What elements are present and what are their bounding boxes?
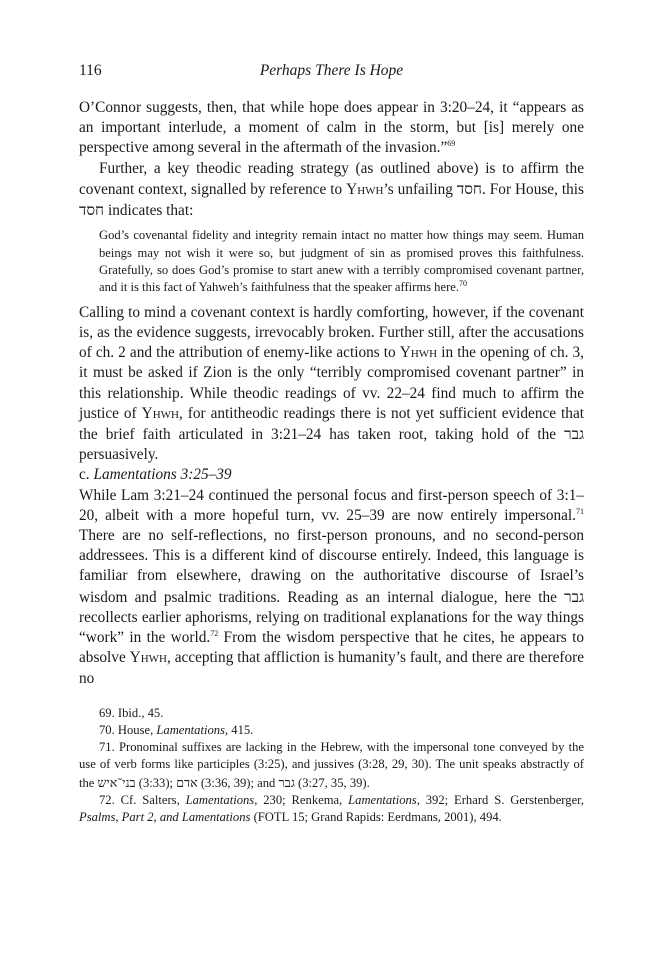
footnote-71: 71. Pronominal suffixes are lacking in the Hebrew, with the impersonal tone conveyed by the use of verb forms like participles (3:25), and jussives (3:28, 29, 30). The unit speaks abstractly of the בני־איש (3:33); אדם (3:36, 39); and גבר (3:27, 35, 39). — [79, 740, 584, 790]
paragraph-2: Further, a key theodic reading strategy (as outlined above) is to affirm the covenant context, signalled by reference to Yhwh’s unfailing חסד. For House, this חסד indicates that: — [79, 159, 584, 220]
footnotes — [79, 705, 584, 826]
section-heading: c. Lamentations 3:25–39 — [79, 466, 232, 484]
hebrew-word: חסד — [456, 179, 482, 198]
main-text — [79, 98, 584, 689]
hebrew-word: בני־איש — [97, 774, 136, 790]
block-quote: God’s covenantal fidelity and integrity remain intact no matter how things may seem. Human beings may not wish it were so, but judgment of sin as promised proves this faithfulness. Gratefully, so does God’s promise to start anew with a terribly compromised covenant partner, and it is this fact of Yahweh’s faithfulness that the speaker affirms here.$^{70}$ — [99, 228, 584, 295]
hebrew-word: גבר — [564, 425, 584, 444]
footnote-72: 72. Cf. Salters, Lamentations, 230; Renkema, Lamentations, 392; Erhard S. Gerstenberger, Psalms, Part 2, and Lamentations (FOTL 15; Grand Rapids: Eerdmans, 2001), 494. — [79, 792, 584, 824]
page-header — [79, 62, 584, 86]
paragraph-3: Calling to mind a covenant context is hardly comforting, however, if the covenant is, as the evidence suggests, irrevocably broken. Further still, after the accusations of ch. 2 and the attribution of enemy-like actions to Yhwh in the opening of ch. 3, it must be asked if Zion is the only “terribly compromised covenant partner” in this relationship. While theodic readings of vv. 22–24 find much to affirm the justice of Yhwh, for antitheodic readings there is not yet sufficient evidence that the brief faith articulated in 3:21–24 has taken root, taking hold of the גבר persuasively. — [79, 303, 584, 464]
paragraph-1: O’Connor suggests, then, that while hope does appear in 3:20–24, it “appears as an important interlude, a moment of calm in the storm, but [is] merely one perspective among several in the aftermath of the invasion.”$^{69}$ — [79, 99, 584, 157]
book-page — [79, 62, 584, 826]
footnote-ref-70[interactable]: 70 — [459, 279, 467, 289]
hebrew-word: גבר — [278, 774, 295, 790]
hebrew-word: חסד — [79, 201, 105, 220]
running-head: Perhaps There Is Hope — [259, 62, 404, 79]
hebrew-word: גבר — [564, 587, 584, 606]
paragraph-4: While Lam 3:21–24 continued the personal focus and first-person speech of 3:1–20, albeit with a more hopeful turn, vv. 25–39 are now entirely impersonal.$^{71}$ There are no self-reflections, no first-person pronouns, and no second-person addressees. This is a different kind of discourse entirely. Indeed, this language is familiar from elsewhere, drawing on the authoritative discourse of Israel’s wisdom and psalmic traditions. Reading as an internal dialogue, here the גבר recollects earlier aphorisms, relying on traditional explanations for the way things “work” in the world.$^{72}$ From the wisdom perspective that he cites, he appears to absolve Yhwh, accepting that affliction is humanity’s fault, and there are therefore no — [79, 486, 584, 687]
footnote-70: 70. House, Lamentations, 415. — [99, 722, 254, 737]
footnote-69: 69. Ibid., 45. — [99, 705, 164, 720]
footnote-ref-72[interactable]: 72 — [210, 629, 219, 638]
hebrew-word: אדם — [176, 774, 198, 790]
footnote-ref-69[interactable]: 69 — [447, 139, 456, 149]
page-number: 116 — [79, 62, 102, 79]
footnote-ref-71[interactable]: 71 — [576, 506, 584, 516]
